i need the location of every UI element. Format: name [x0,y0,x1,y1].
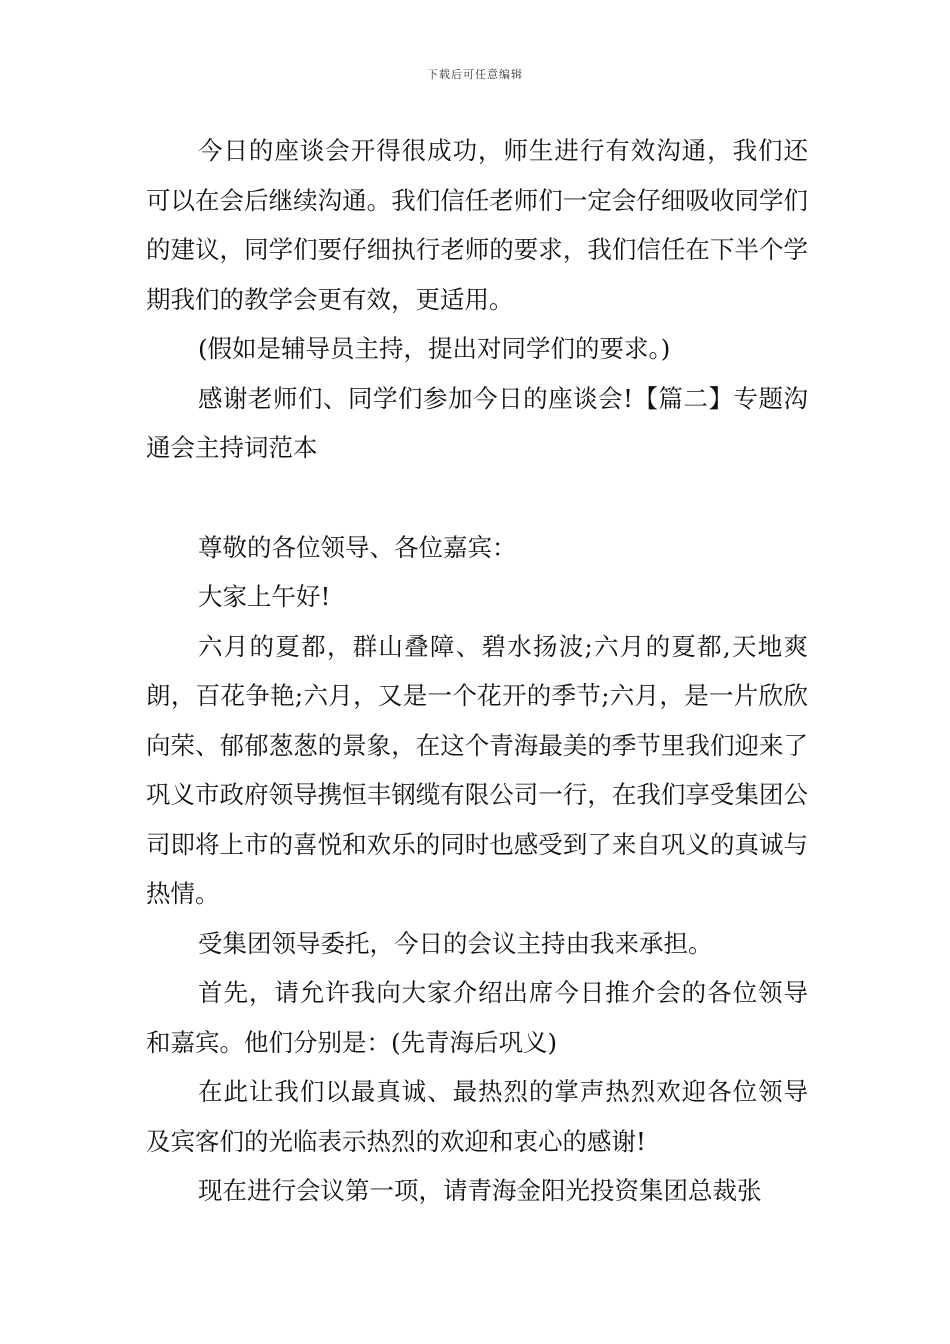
paragraph-agenda-item-one: 现在进行会议第一项，请青海金阳光投资集团总裁张 [198,1176,762,1205]
paragraph-greeting: 大家上午好! [198,582,331,611]
paragraph-june-intro: 六月的夏都，群山叠障、碧水扬波;六月的夏都,天地爽朗，百花争艳;六月，又是一个花开的季节;六月，是一片欣欣向荣、郁郁葱葱的景象，在这个青海最美的季节里我们迎来了巩义市政府领导携恒丰钢缆有限公司一行，在我们享受集团公司即将上市的喜悦和欢乐的同时也感受到了来自巩义的真诚与热情。 [146,631,808,908]
section-gap [146,473,808,523]
paragraph-host-assignment: 受集团领导委托，今日的会议主持由我来承担。 [198,928,713,958]
page-header: 下载后可任意编辑 [427,68,523,81]
paragraph-closing-remarks: 今日的座谈会开得很成功，师生进行有效沟通，我们还可以在会后继续沟通。我们信任老师们一定会仔细吸收同学们的建议，同学们要仔细执行老师的要求，我们信任在下半个学期我们的教学会更有效，更适用。 [146,136,808,314]
paragraph-welcome-applause: 在此让我们以最真诚、最热烈的掌声热烈欢迎各位领导及宾客们的光临表示热烈的欢迎和衷心的感谢! [146,1077,808,1156]
document-body [146,126,808,1216]
paragraph-counselor-note: (假如是辅导员主持，提出对同学们的要求。) [198,334,671,363]
paragraph-guest-introduction: 首先，请允许我向大家介绍出席今日推介会的各位领导和嘉宾。他们分别是：(先青海后巩义) [146,978,808,1057]
paragraph-thanks-and-section-title: 感谢老师们、同学们参加今日的座谈会!【篇二】专题沟通会主持词范本 [146,383,808,462]
paragraph-salutation: 尊敬的各位领导、各位嘉宾： [198,532,517,562]
